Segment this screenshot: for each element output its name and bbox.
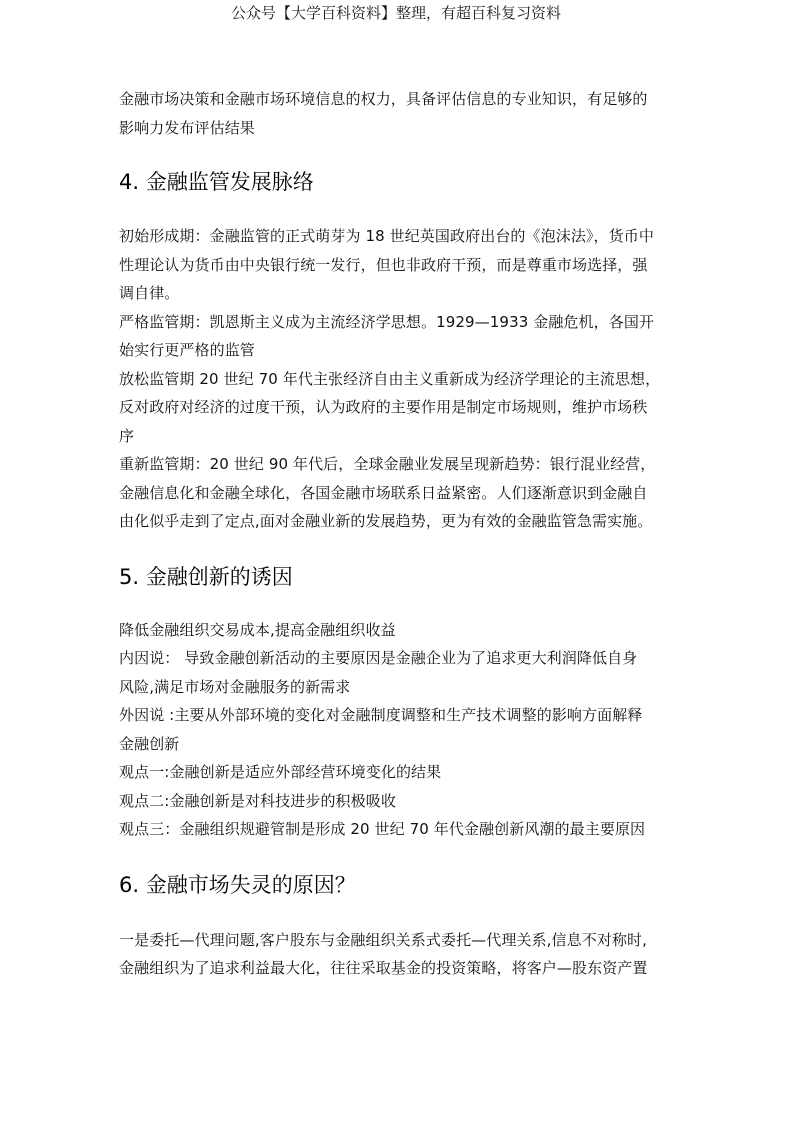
text-line: 金融市场决策和金融市场环境信息的权力，具备评估信息的专业知识，有足够的 — [119, 90, 648, 108]
text-line: 放松监管期 20 世纪 70 年代主张经济自由主义重新成为经济学理论的主流思想， — [119, 369, 661, 388]
text-line: 调自律。 — [119, 284, 180, 302]
text-line: 性理论认为货币由中央银行统一发行，但也非政府干预，而是尊重市场选择，强 — [119, 255, 648, 274]
section-heading-5: 5. 金融创新的诱因 — [119, 564, 293, 589]
text-line: 观点三：金融组织规避管制是形成 20 世纪 70 年代金融创新风潮的最主要原因 — [119, 820, 646, 838]
text-line: 降低金融组织交易成本,提高金融组织收益 — [119, 620, 396, 639]
text-line: 序 — [119, 426, 135, 445]
text-line: 初始形成期：金融监管的正式萌芽为 18 世纪英国政府出台的《泡沫法》，货币中 — [119, 227, 654, 245]
text-line: 重新监管期：20 世纪 90 年代后，全球金融业发展呈现新趋势：银行混业经营， — [119, 455, 656, 473]
text-line: 风险,满足市场对金融服务的新需求 — [119, 677, 351, 696]
text-line: 反对政府对经济的过度干预，认为政府的主要作用是制定市场规则，维护市场秩 — [119, 398, 648, 416]
text-line: 始实行更严格的监管 — [119, 341, 255, 359]
section-4-body — [119, 222, 675, 536]
page-header: 公众号【大学百科资料】整理，有超百科复习资料 — [230, 4, 561, 22]
text-line: 严格监管期：凯恩斯主义成为主流经济学思想。1929—1933 金融危机，各国开 — [119, 312, 655, 331]
text-line: 内因说： 导致金融创新活动的主要原因是金融企业为了追求更大利润降低自身 — [119, 649, 638, 667]
section-5-body — [119, 616, 675, 844]
text-line: 观点一:金融创新是适应外部经营环境变化的结果 — [119, 763, 442, 781]
section-heading-4: 4. 金融监管发展脉络 — [119, 170, 314, 194]
text-line: 金融组织为了追求利益最大化，往往采取基金的投资策略，将客户—股东资产置 — [119, 959, 648, 977]
text-line: 金融创新 — [119, 734, 180, 753]
intro-paragraph — [119, 85, 675, 142]
text-line: 影响力发布评估结果 — [119, 118, 255, 137]
text-line: 外因说 :主要从外部环境的变化对金融制度调整和生产技术调整的影响方面解释 — [119, 706, 643, 724]
section-heading-6: 6. 金融市场失灵的原因？ — [119, 872, 356, 897]
text-line: 观点二:金融创新是对科技进步的积极吸收 — [119, 791, 396, 810]
document-body — [119, 85, 675, 983]
section-6-body — [119, 926, 675, 983]
text-line: 金融信息化和金融全球化，各国金融市场联系日益紧密。人们逐渐意识到金融自 — [119, 483, 648, 502]
text-line: 一是委托—代理问题,客户股东与金融组织关系式委托—代理关系,信息不对称时, — [119, 930, 648, 949]
text-line: 由化似乎走到了定点,面对金融业新的发展趋势，更为有效的金融监管急需实施。 — [119, 512, 653, 530]
